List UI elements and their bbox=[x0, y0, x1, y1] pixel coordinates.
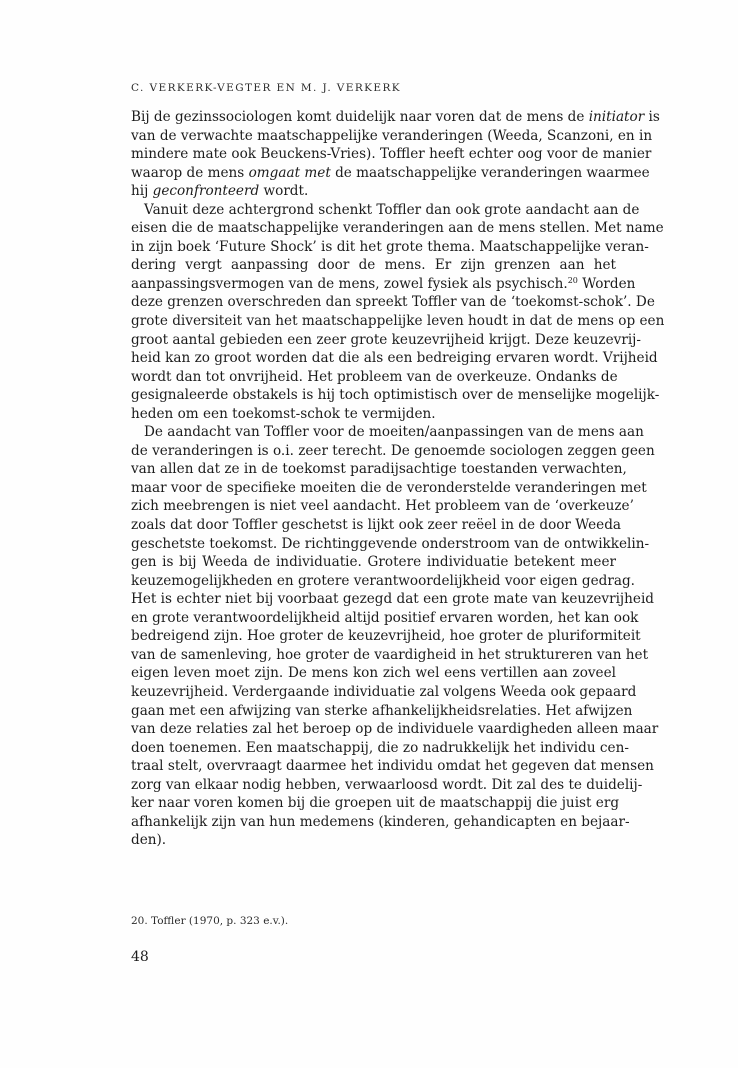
text-line bbox=[131, 794, 620, 813]
text-line bbox=[131, 516, 622, 535]
text-line bbox=[131, 553, 616, 572]
text-segment: bedreigend zijn. Hoe groter de keuzevrijheid, hoe groter de pluriformiteit bbox=[131, 628, 641, 645]
text-line bbox=[131, 535, 650, 554]
text-line bbox=[131, 702, 633, 721]
text-line bbox=[131, 627, 641, 646]
text-line bbox=[131, 331, 641, 350]
text-segment: grote diversiteit van het maatschappelijke leven houdt in dat de mens op een bbox=[131, 313, 665, 330]
text-segment: in zijn boek ‘Future Shock’ is dit het grote thema. Maatschappelijke veran- bbox=[131, 238, 649, 255]
footnote-reference: 20 bbox=[567, 275, 578, 285]
text-segment: keuzevrijheid. Verdergaande individuatie zal volgens Weeda ook gepaard bbox=[131, 683, 637, 700]
body-text bbox=[131, 108, 665, 850]
text-segment: den). bbox=[131, 832, 167, 849]
text-segment: zoals dat door Toffler geschetst is lijkt ook zeer reëel in de door Weeda bbox=[131, 517, 622, 534]
text-line bbox=[131, 145, 652, 164]
text-line bbox=[131, 757, 654, 776]
text-segment: van allen dat ze in de toekomst paradijsachtige toestanden verwachten, bbox=[131, 461, 627, 478]
text-segment: dering vergt aanpassing door de mens. Er zijn grenzen aan het bbox=[131, 257, 616, 274]
text-segment: eigen leven moet zijn. De mens kon zich wel eens vertillen aan zoveel bbox=[131, 665, 616, 682]
text-segment: mindere mate ook Beuckens-Vries). Toffler heeft echter oog voor de manier bbox=[131, 146, 652, 163]
text-segment: wordt dan tot onvrijheid. Het probleem van de overkeuze. Ondanks de bbox=[131, 368, 618, 385]
text-segment: de veranderingen is o.i. zeer terecht. De genoemde sociologen zeggen geen bbox=[131, 442, 655, 459]
text-segment: gesignaleerde obstakels is hij toch optimistisch over de menselijke mogelijk- bbox=[131, 387, 660, 404]
text-segment: ker naar voren komen bij die groepen uit de maatschappij die juist erg bbox=[131, 795, 620, 812]
text-line bbox=[131, 479, 647, 498]
page-number: 48 bbox=[131, 949, 149, 965]
text-segment: is bbox=[644, 109, 660, 125]
italic-text: initiator bbox=[588, 109, 645, 125]
text-line bbox=[131, 497, 634, 516]
text-segment: van deze relaties zal het beroep op de individuele vaardigheden alleen maar bbox=[131, 721, 659, 738]
text-line bbox=[131, 720, 659, 739]
text-line bbox=[131, 127, 653, 146]
text-line bbox=[131, 572, 635, 591]
text-segment: afhankelijk zijn van hun medemens (kinderen, gehandicapten en bejaar- bbox=[131, 813, 630, 830]
text-segment: aanpassingsvermogen van de mens, zowel fysiek als psychisch. bbox=[131, 275, 568, 292]
text-line bbox=[131, 739, 629, 758]
italic-text: omgaat met bbox=[248, 164, 331, 181]
text-line bbox=[131, 108, 660, 127]
text-segment: van de samenleving, hoe groter de vaardigheid in het struktureren van het bbox=[131, 646, 649, 663]
text-segment: groot aantal gebieden een zeer grote keuzevrijheid krijgt. Deze keuzevrij- bbox=[131, 331, 641, 348]
text-segment: deze grenzen overschreden dan spreekt Toffler van de ‘toekomst-schok’. De bbox=[131, 294, 655, 311]
text-segment: zich meebrengen is niet veel aandacht. Het probleem van de ‘overkeuze’ bbox=[131, 498, 634, 515]
text-segment: Vanuit deze achtergrond schenkt Toffler dan ook grote aandacht aan de bbox=[144, 201, 640, 218]
text-line bbox=[131, 831, 616, 850]
text-line bbox=[131, 386, 660, 405]
text-line bbox=[131, 683, 637, 702]
text-line bbox=[131, 238, 649, 257]
text-line bbox=[131, 164, 650, 183]
text-segment: heid kan zo groot worden dat die als een bedreiging ervaren wordt. Vrijheid bbox=[131, 350, 658, 367]
footnote: 20. Toffler (1970, p. 323 e.v.). bbox=[131, 915, 289, 927]
text-line bbox=[131, 813, 630, 832]
text-line bbox=[131, 293, 655, 312]
text-segment: wordt. bbox=[259, 183, 309, 200]
text-line bbox=[131, 275, 636, 294]
text-segment: Worden bbox=[577, 275, 636, 292]
text-segment: zorg van elkaar nodig hebben, verwaarloosd wordt. Dit zal des te duidelij- bbox=[131, 776, 643, 793]
text-line bbox=[131, 590, 654, 609]
paragraph bbox=[131, 423, 659, 850]
text-segment: maar voor de specifieke moeiten die de veronderstelde veranderingen met bbox=[131, 479, 647, 496]
text-segment: eisen die de maatschappelijke veranderingen aan de mens stellen. Met name bbox=[131, 220, 664, 237]
text-line bbox=[131, 256, 616, 275]
text-segment: waarop de mens bbox=[131, 164, 249, 181]
text-segment: van de verwachte maatschappelijke veranderingen (Weeda, Scanzoni, en in bbox=[131, 127, 653, 144]
text-line bbox=[131, 219, 664, 238]
text-segment: gen is bij Weeda de individuatie. Grotere individuatie betekent meer bbox=[131, 554, 616, 571]
text-line bbox=[131, 182, 616, 201]
text-segment: De aandacht van Toffler voor de moeiten/aanpassingen van de mens aan bbox=[144, 424, 644, 441]
text-segment: geschetste toekomst. De richtinggevende onderstroom van de ontwikkelin- bbox=[131, 535, 650, 552]
text-line bbox=[131, 664, 616, 683]
text-line bbox=[131, 609, 639, 628]
text-segment: hij bbox=[131, 183, 153, 200]
text-line bbox=[131, 201, 640, 220]
text-line bbox=[131, 776, 643, 795]
text-segment: Bij de gezinssociologen komt duidelijk naar voren dat de mens de bbox=[131, 109, 589, 125]
text-line bbox=[131, 646, 649, 665]
text-segment: doen toenemen. Een maatschappij, die zo nadrukkelijk het individu cen- bbox=[131, 739, 629, 756]
running-head: C. VERKERK-VEGTER EN M. J. VERKERK bbox=[131, 82, 402, 94]
text-line bbox=[131, 368, 616, 387]
text-segment: Het is echter niet bij voorbaat gezegd dat een grote mate van keuzevrijheid bbox=[131, 591, 654, 608]
text-line bbox=[131, 460, 627, 479]
text-line bbox=[131, 423, 644, 442]
text-segment: de maatschappelijke veranderingen waarmee bbox=[330, 164, 650, 181]
text-segment: keuzemogelijkheden en grotere verantwoordelijkheid voor eigen gedrag. bbox=[131, 572, 635, 589]
paragraph bbox=[131, 201, 665, 424]
text-line bbox=[131, 349, 658, 368]
text-segment: gaan met een afwijzing van sterke afhankelijkheidsrelaties. Het afwijzen bbox=[131, 702, 633, 719]
text-line bbox=[131, 442, 655, 461]
italic-text: geconfronteerd bbox=[152, 183, 260, 200]
paragraph bbox=[131, 108, 660, 201]
text-line bbox=[131, 405, 616, 424]
text-segment: en grote verantwoordelijkheid altijd positief ervaren worden, het kan ook bbox=[131, 609, 639, 626]
text-line bbox=[131, 312, 665, 331]
text-segment: heden om een toekomst-schok te vermijden. bbox=[131, 405, 436, 422]
text-segment: traal stelt, overvraagt daarmee het individu omdat het gegeven dat mensen bbox=[131, 758, 654, 775]
